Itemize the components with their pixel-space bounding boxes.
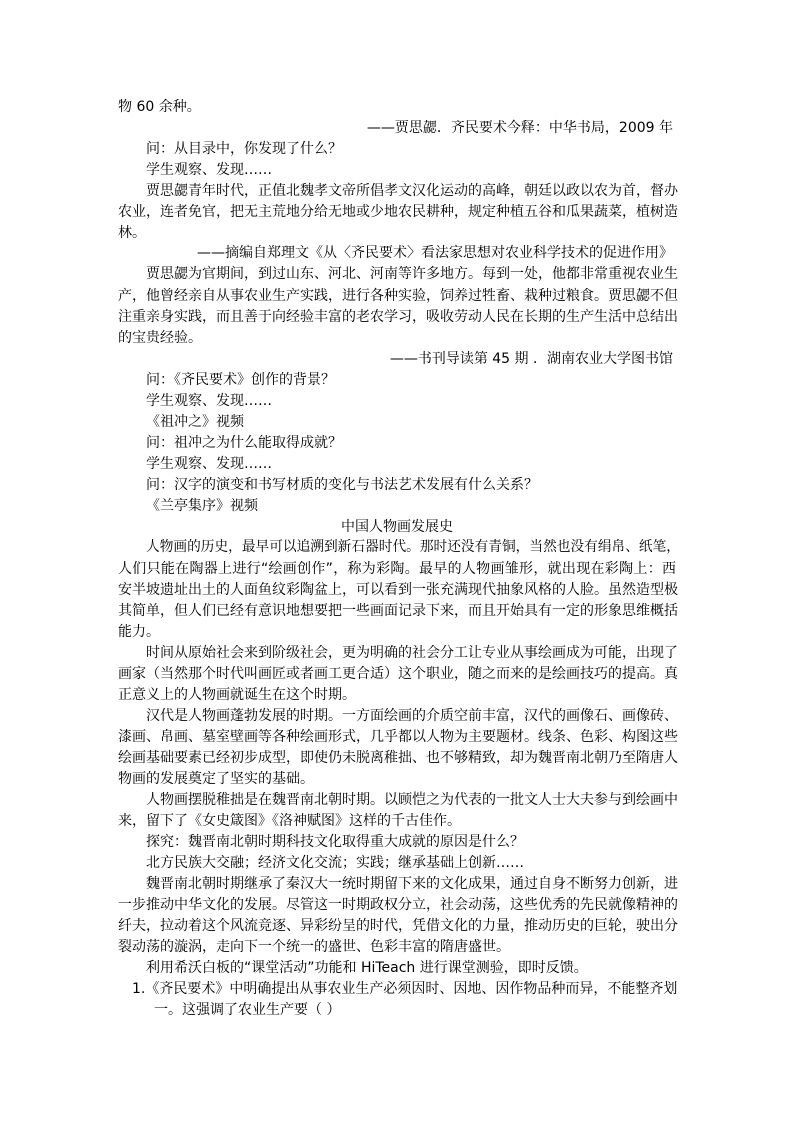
text-line: 利用希沃白板的“课堂活动”功能和 HiTeach 进行课堂测验，即时反馈。 bbox=[146, 960, 588, 976]
text-line: 能力。 bbox=[118, 624, 160, 640]
text-line: 安半坡遗址出土的人面鱼纹彩陶盆上，可以看到一张充满现代抽象风格的人脸。虽然造型极 bbox=[118, 582, 678, 598]
text-line: 学生观察、发现…… bbox=[146, 456, 272, 472]
text-line: 北方民族大交融；经济文化交流；实践；继承基础上创新…… bbox=[146, 855, 524, 871]
text-line: 一步推动中华文化的发展。尽管这一时期政权分立，社会动荡，这些优秀的先民就像精神的 bbox=[118, 897, 678, 913]
text-line: 探究：魏晋南北朝时期科技文化取得重大成就的原因是什么？ bbox=[146, 834, 524, 850]
text-line: 漆画、帛画、墓室壁画等各种绘画形式，几乎都以人物为主要题材。线条、色彩、构图这些 bbox=[118, 729, 678, 745]
citation-line: ——摘编自郑理文《从〈齐民要术〉看法家思想对农业科学技术的促进作用》 bbox=[197, 245, 673, 261]
text-line: 时间从原始社会来到阶级社会，更为明确的社会分工让专业从事绘画成为可能，出现了 bbox=[146, 645, 678, 661]
section-heading: 中国人物画发展史 bbox=[341, 519, 453, 535]
text-line: 学生观察、发现…… bbox=[146, 162, 272, 178]
text-line: 《兰亭集序》视频 bbox=[146, 498, 258, 514]
text-line: 汉代是人物画蓬勃发展的时期。一方面绘画的介质空前丰富，汉代的画像石、画像砖、 bbox=[146, 708, 678, 724]
text-line: 画家（当然那个时代叫画匠或者画工更合适）这个职业，随之而来的是绘画技巧的提高。真 bbox=[118, 666, 678, 682]
text-line: 学生观察、发现…… bbox=[146, 393, 272, 409]
text-line: 人物画摆脱稚拙是在魏晋南北朝时期。以顾恺之为代表的一批文人士大夫参与到绘画中 bbox=[146, 792, 678, 808]
text-line: 农业，连者免官，把无主荒地分给无地或少地农民耕种，规定种植五谷和瓜果蔬菜，植树造 bbox=[118, 204, 678, 220]
text-line: 问：汉字的演变和书写材质的变化与书法艺术发展有什么关系？ bbox=[146, 477, 538, 493]
citation-line: ——贾思勰．齐民要术今释：中华书局，2009 年 bbox=[366, 120, 673, 136]
text-line: 绘画基础要素已经初步成型，即使仍未脱离稚拙、也不够精致，却为魏晋南北朝乃至隋唐人 bbox=[118, 750, 678, 766]
text-line: 正意义上的人物画就诞生在这个时期。 bbox=[118, 687, 356, 703]
text-line: 产，他曾经亲自从事农业生产实践，进行各种实验，饲养过牲畜、栽种过粮食。贾思勰不但 bbox=[118, 288, 678, 304]
text-line: 问：《齐民要术》创作的背景？ bbox=[146, 372, 335, 388]
text-line: 裂动荡的漩涡，走向下一个统一的盛世、色彩丰富的隋唐盛世。 bbox=[118, 939, 510, 955]
text-line: 贾思勰为官期间，到过山东、河北、河南等许多地方。每到一处，他都非常重视农业生 bbox=[146, 266, 678, 282]
text-line: 纤夫，拉动着这个风流竞逐、异彩纷呈的时代，凭借文化的力量，推动历史的巨轮，驶出分 bbox=[118, 918, 678, 934]
text-line: 来，留下了《女史箴图》《洛神赋图》这样的千古佳作。 bbox=[118, 813, 461, 829]
text-line: 人们只能在陶器上进行“绘画创作”，称为彩陶。最早的人物画雏形，就出现在彩陶上：西 bbox=[118, 561, 676, 577]
text-line: 魏晋南北朝时期继承了秦汉大一统时期留下来的文化成果，通过自身不断努力创新，进 bbox=[146, 876, 678, 892]
text-line: 注重亲身实践，而且善于向经验丰富的老农学习，吸收劳动人民在长期的生产生活中总结出 bbox=[118, 309, 678, 325]
question-line: 1.《齐民要术》中明确提出从事农业生产必须因时、因地、因作物品种而异，不能整齐划 bbox=[132, 981, 678, 997]
text-line: 物画的发展奠定了坚实的基础。 bbox=[118, 771, 314, 787]
text-line: 问：祖冲之为什么能取得成就？ bbox=[146, 435, 342, 451]
text-line: 人物画的历史，最早可以追溯到新石器时代。那时还没有青铜，当然也没有绢帛、纸笔， bbox=[146, 539, 680, 555]
question-line: 一。这强调了农业生产要（ ） bbox=[154, 1002, 341, 1018]
text-line: 贾思勰青年时代，正值北魏孝文帝所倡孝文汉化运动的高峰，朝廷以政以农为首，督办 bbox=[146, 183, 678, 199]
text-line: 物 60 余种。 bbox=[118, 99, 201, 115]
text-line: 林。 bbox=[118, 225, 146, 241]
text-line: 《祖冲之》视频 bbox=[146, 414, 244, 430]
text-line: 的宝贵经验。 bbox=[118, 330, 202, 346]
text-line: 问：从目录中，你发现了什么？ bbox=[146, 141, 342, 157]
text-line: 其简单，但人们已经有意识地想要把一些画面记录下来，而且开始具有一定的形象思维概括 bbox=[118, 603, 678, 619]
citation-line: ——书刊导读第 45 期 ．湖南农业大学图书馆 bbox=[389, 351, 673, 367]
